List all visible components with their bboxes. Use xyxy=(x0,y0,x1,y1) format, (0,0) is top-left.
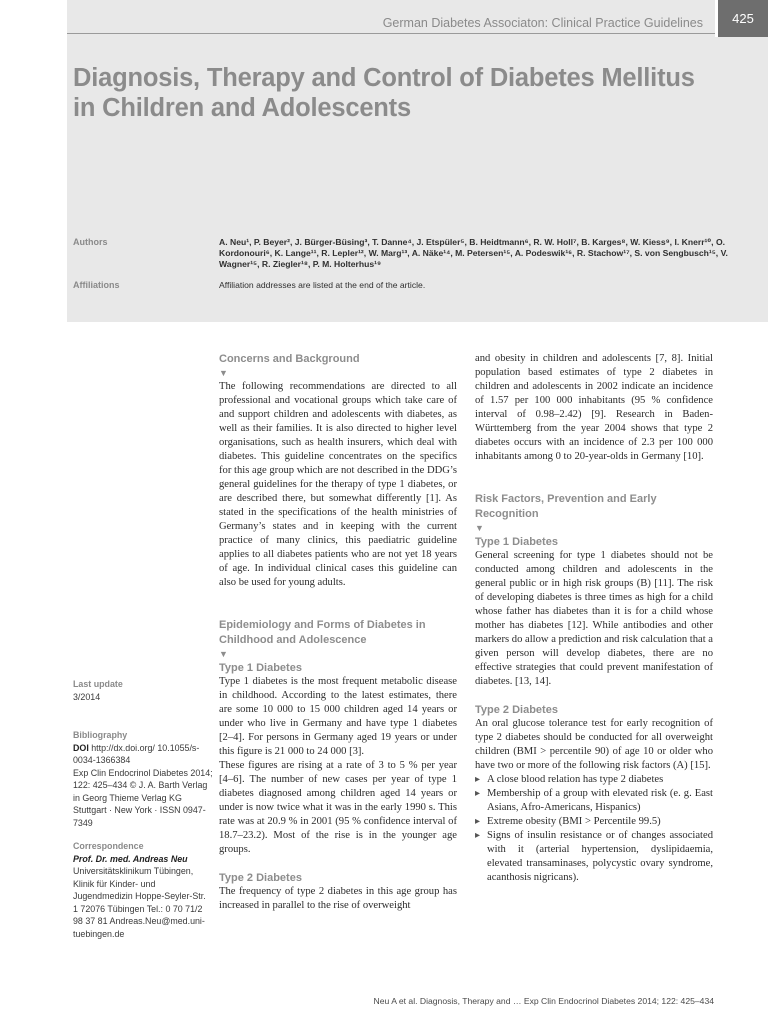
doi-link[interactable]: http://dx.doi.org/ 10.1055/s-0034-1366384 xyxy=(73,742,200,765)
paragraph-type1-a: Type 1 diabetes is the most frequent metabolic disease in childhood. According to the latest estimates, there are some 10 000 to 15 000 children aged 14 years or under who live in Germany and have type 1 diabetes [2–4]. For persons in Germany aged 19 years or under this figure is 21 000 to 24 000 [3]. xyxy=(219,676,457,757)
last-update-value: 3/2014 xyxy=(73,691,101,702)
paragraph-concerns: The following recommendations are directed to all professional and vocational groups which take care of and support children and adolescents with diabetes, as well as their families. It is also directed to higher level organisations, such as health insurers, which deal with diabetes. This guideline concentrates on the specifics for this age group which are not described in the DDG’s general guidelines for the therapy of type 1 diabetes, or are described there, but somewhat differently [1]. As stated in the specifications of the health ministries of Germany’s states and in keeping with the current practice of many clinics, this paediatric guideline applies to all diabetes patients who are not yet 18 years of age. In individual clinical cases this guideline can also be used for young adults. xyxy=(219,381,457,588)
paper-title: Diagnosis, Therapy and Control of Diabetes Mellitus in Children and Adolescents xyxy=(73,64,695,122)
affiliations-note: Affiliation addresses are listed at the end of the article. xyxy=(219,280,426,290)
paragraph-type2: The frequency of type 2 diabetes in this age group has increased in parallel to the rise of overweight xyxy=(219,886,457,911)
triangle-icon: ▼ xyxy=(219,649,228,659)
authors-list: A. Neu¹, P. Beyer², J. Bürger-Büsing³, T. Danne⁴, J. Etspüler⁵, B. Heidtmann⁶, R. W. Holl⁷, B. Karges⁸, W. Kiess⁹, I. Knerr¹⁰, O. Kordonouri⁶, K. Lange¹¹, R. Lepler¹², W. Marg¹³, A. Näke¹⁴, M. Petersen¹⁵, A. Podeswik¹⁶, R. Stachow¹⁷, S. von Sengbusch¹⁵, V. Wagner¹⁵, R. Ziegler¹⁸, P. M. Holterhus¹⁹ xyxy=(219,237,728,269)
paragraph-type2-risk: An oral glucose tolerance test for early recognition of type 2 diabetes should be conducted for all overweight children (BMI > percentile 90) of age 10 or older who have two or more of the following risk factors (A) [15]. xyxy=(475,718,713,771)
heading-risk-factors: Risk Factors, Prevention and Early Recognition xyxy=(475,493,657,520)
doi-line xyxy=(73,742,213,767)
correspondence-name: Prof. Dr. med. Andreas Neu xyxy=(73,853,188,864)
subheading-type1: Type 1 Diabetes xyxy=(219,662,302,674)
heading-epidemiology: Epidemiology and Forms of Diabetes in Childhood and Adolescence xyxy=(219,619,426,646)
footer-citation: Neu A et al. Diagnosis, Therapy and … Exp Clin Endocrinol Diabetes 2014; 122: 425–434 xyxy=(373,996,714,1006)
journal-rule xyxy=(67,0,715,34)
citation: Exp Clin Endocrinol Diabetes 2014; 122: 425–434 © J. A. Barth Verlag in Georg Thieme Verlag KG Stuttgart · New York · ISSN 0947-7349 xyxy=(73,767,213,828)
header-band xyxy=(67,0,768,322)
paragraph-type1-b: These figures are rising at a rate of 3 to 5 % per year [4–6]. The number of new cases per year of type 1 diabetes diagnosed among children aged 14 years or under is now twice what it was in the early 1990 s. This rate was at 20.9 % in 2001 (95 % confidence interval of 18.7–23.2). Most of the rise is in the younger age groups. xyxy=(219,760,457,855)
list-item: ▸ A close blood relation has type 2 diabetes xyxy=(475,773,713,787)
doi-label: DOI xyxy=(73,742,89,753)
bibliography-label: Bibliography xyxy=(73,730,128,740)
list-item: ▸ Signs of insulin resistance or of changes associated with it (arterial hypertension, dyslipidaemia, elevated transaminases, polycystic ovary syndrome, acanthosis nigricans). xyxy=(475,829,713,885)
subheading-type2-risk: Type 2 Diabetes xyxy=(475,704,558,716)
risk-factor-list xyxy=(475,773,713,885)
column-right xyxy=(475,352,713,885)
column-left xyxy=(219,352,457,913)
subheading-type2: Type 2 Diabetes xyxy=(219,872,302,884)
bibliography-block xyxy=(73,729,213,829)
page-number: 425 xyxy=(715,0,768,37)
last-update-block xyxy=(73,678,213,703)
authors-label: Authors xyxy=(73,237,108,247)
last-update-label: Last update xyxy=(73,679,123,689)
paragraph-type1-risk: General screening for type 1 diabetes should not be conducted among children and adolescents in the general public or in high risk groups (B) [11]. The risk of developing diabetes is three times as high for a child whose father has diabetes than it is for a child whose mother has diabetes [12]. While antibodies and other markers do allow a prediction and risk calculation that a given person will develop diabetes, there are no effective strategies that could prevent manifestation of diabetes. [13, 14]. xyxy=(475,550,713,687)
correspondence-block xyxy=(73,840,213,940)
correspondence-label: Correspondence xyxy=(73,841,144,851)
affiliations-label: Affiliations xyxy=(73,280,120,290)
journal-title: German Diabetes Associaton: Clinical Practice Guidelines xyxy=(382,16,703,30)
triangle-icon: ▼ xyxy=(219,368,228,378)
list-item: ▸ Membership of a group with elevated risk (e. g. East Asians, Afro-Americans, Hispanics) xyxy=(475,787,713,815)
list-item: ▸ Extreme obesity (BMI > Percentile 99.5) xyxy=(475,815,713,829)
correspondence-address: Universitätsklinikum Tübingen, Klinik für Kinder- und Jugendmedizin Hoppe-Seyler-Str. 1 72076 Tübingen Tel.: 0 70 71/2 98 37 81 Andreas.Neu@med.uni-tuebingen.de xyxy=(73,866,206,939)
subheading-type1-risk: Type 1 Diabetes xyxy=(475,536,558,548)
paragraph-epidemiology-cont: and obesity in children and adolescents [7, 8]. Initial population based estimates of type 2 diabetes in children and adolescents in 2002 indicate an incidence of 1.57 per 100 000 inhabitants (95 % confidence interval of 0.98–2.42) [9]. Research in Baden-Württemberg from the year 2004 shows that type 2 diabetes occurs with an incidence of 2.3 per 100 000 inhabitants among 0 to 20-year-olds in Germany [10]. xyxy=(475,353,713,462)
triangle-icon: ▼ xyxy=(475,523,484,533)
heading-concerns: Concerns and Background xyxy=(219,353,360,365)
